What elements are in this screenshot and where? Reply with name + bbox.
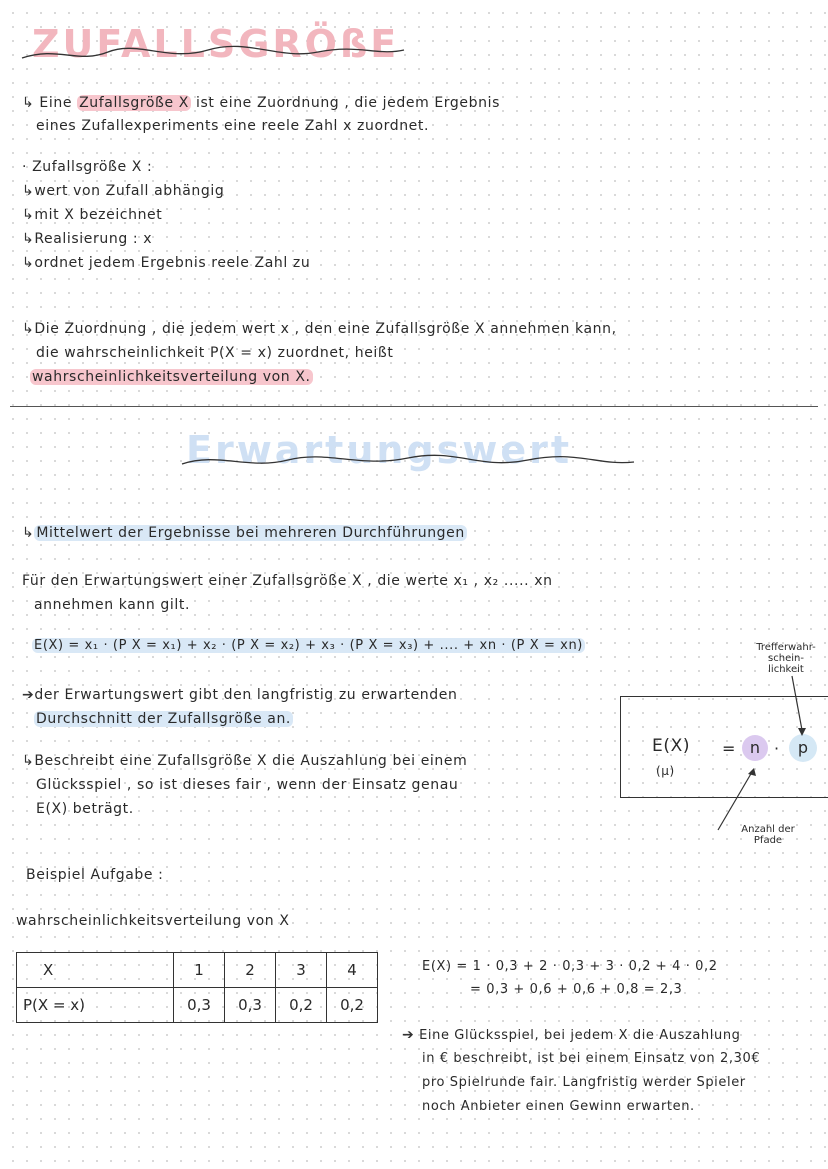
title-zufallsgroesse: ZUFALLSGRÖßE — [32, 22, 400, 66]
list-heading: · Zufallsgröße X : — [22, 159, 153, 175]
arrow-icon: ↳ — [22, 231, 35, 247]
longterm-line2: Durchschnitt der Zufallsgröße an. — [36, 711, 291, 727]
title-erwartungswert: Erwartungswert — [186, 428, 573, 472]
table-header-cell: P(X = x) — [17, 988, 174, 1023]
arrow-icon: ↳ — [22, 95, 35, 111]
longterm-line1: ➔der Erwartungswert gibt den langfristig zu erwartenden — [22, 687, 458, 703]
distribution-line1: ↳Die Zuordnung , die jedem wert x , den eine Zufallsgröße X annehmen kann, — [22, 321, 617, 337]
conclusion-line2: in € beschreibt, ist bei einem Einsatz von 2,30€ — [422, 1051, 761, 1066]
conclusion-line3: pro Spielrunde fair. Langfristig werder Spieler — [422, 1075, 746, 1090]
box-p: p — [789, 734, 817, 762]
table-cell: 3 — [276, 953, 327, 988]
definition-line2: eines Zufallexperiments eine reele Zahl x zuordnet. — [36, 118, 430, 134]
table-header-cell: X — [17, 953, 174, 988]
title-script-underlay — [178, 448, 638, 474]
table-cell: 1 — [174, 953, 225, 988]
arrow-icon: ↳ — [22, 753, 35, 769]
arrow-icon: ↳ — [22, 255, 35, 271]
table-cell: 0,2 — [276, 988, 327, 1023]
definition-line1: ↳ Eine Zufallsgröße X ist eine Zuordnung , die jedem Ergebnis — [22, 95, 500, 111]
conclusion-line4: noch Anbieter einen Gewinn erwarten. — [422, 1099, 695, 1114]
box-mu: (μ) — [656, 764, 675, 778]
table-cell: 0,3 — [174, 988, 225, 1023]
fair-line1: ↳Beschreibt eine Zufallsgröße X die Auszahlung bei einem — [22, 753, 468, 769]
example-heading: Beispiel Aufgabe : — [26, 867, 164, 883]
title-script-underlay — [18, 38, 408, 68]
distribution-label: wahrscheinlichkeitsverteilung von X — [16, 913, 290, 929]
box-equals: = — [722, 739, 737, 758]
formula-intro-line2: annehmen kann gilt. — [34, 597, 191, 613]
arrow-right-icon: ➔ — [22, 687, 35, 703]
section-divider — [10, 406, 818, 407]
table-cell: 2 — [225, 953, 276, 988]
arrow-icon: ↳ — [22, 183, 35, 199]
list-item: ↳ordnet jedem Ergebnis reele Zahl zu — [22, 255, 311, 271]
formula-intro-line1: Für den Erwartungswert einer Zufallsgröße X , die werte x₁ , x₂ ..... xn — [22, 573, 553, 589]
conclusion-line1: ➔ Eine Glücksspiel, bei jedem X die Auszahlung — [402, 1027, 741, 1043]
list-item: ↳Realisierung : x — [22, 231, 153, 247]
annotation-anzahl-pfade: Anzahl der Pfade — [741, 824, 795, 846]
calc-line1: E(X) = 1 · 0,3 + 2 · 0,3 + 3 · 0,2 + 4 · 0,2 — [422, 959, 718, 974]
arrow-icon: ↳ — [22, 207, 35, 223]
arrow-icon: ↳ — [22, 525, 35, 541]
fair-line2: Glücksspiel , so ist dieses fair , wenn der Einsatz genau — [36, 777, 459, 793]
box-dot: · — [774, 739, 780, 758]
box-n: n — [742, 735, 768, 761]
table-row — [17, 988, 378, 1023]
arrow-right-icon: ➔ — [402, 1027, 415, 1043]
distribution-line3: wahrscheinlichkeitsverteilung von X. — [32, 369, 311, 385]
calc-line2: = 0,3 + 0,6 + 0,6 + 0,8 = 2,3 — [470, 982, 683, 997]
table-cell: 4 — [327, 953, 378, 988]
mittelwert-line: ↳ Mittelwert der Ergebnisse bei mehreren Durchführungen — [22, 525, 465, 541]
probability-table — [16, 952, 378, 1023]
annotation-arrows — [700, 670, 820, 850]
arrow-icon: ↳ — [22, 321, 35, 337]
table-row — [17, 953, 378, 988]
list-item: ↳mit X bezeichnet — [22, 207, 163, 223]
box-ex: E(X) — [652, 736, 691, 756]
fair-line3: E(X) beträgt. — [36, 801, 134, 817]
table-cell: 0,2 — [327, 988, 378, 1023]
list-item: ↳wert von Zufall abhängig — [22, 183, 225, 199]
expected-value-formula: E(X) = x₁ · (P X = x₁) + x₂ · (P X = x₂) + x₃ · (P X = x₃) + .... + xn · (P X = xn) — [34, 638, 583, 653]
table-cell: 0,3 — [225, 988, 276, 1023]
annotation-trefferwahrscheinlichkeit: Trefferwahr- schein- lichkeit — [756, 642, 816, 675]
distribution-line2: die wahrscheinlichkeit P(X = x) zuordnet, heißt — [36, 345, 394, 361]
